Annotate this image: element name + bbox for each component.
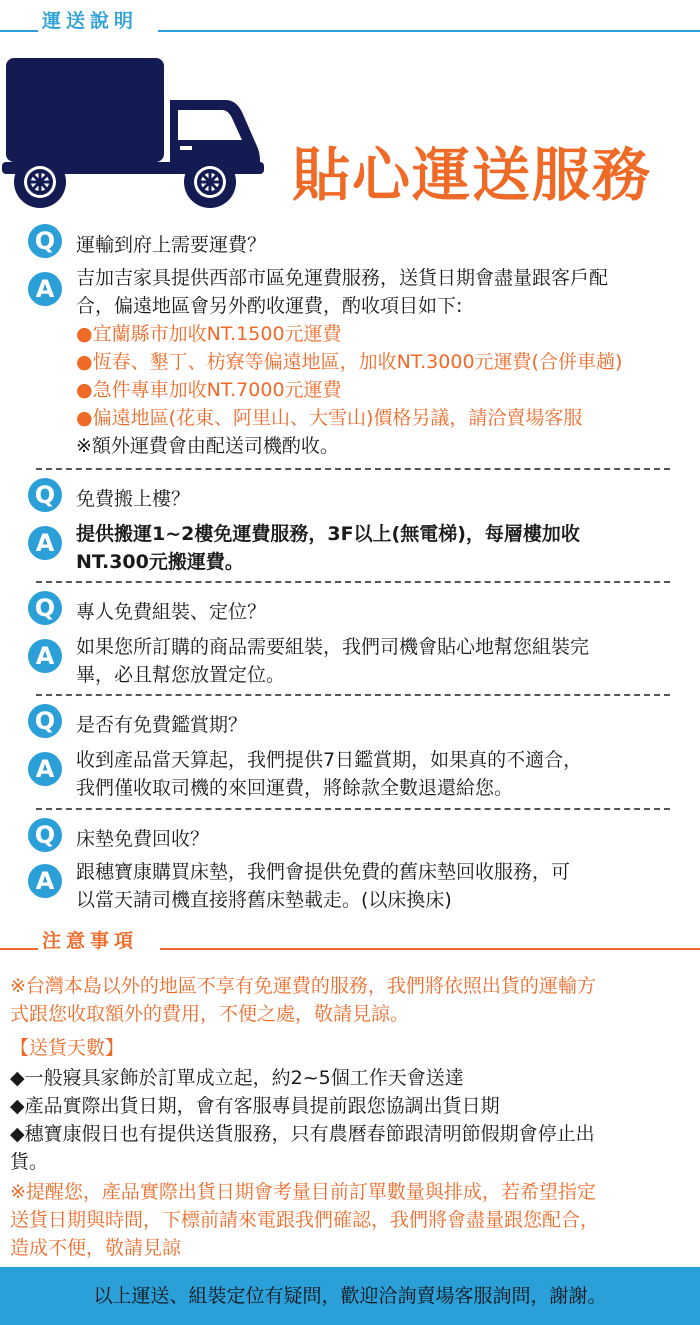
reminder-line: ※提醒您，產品實際出貨日期會考量目前訂單數量與排成，若希望指定: [10, 1181, 596, 1203]
fee-bullet: ●恆春、墾丁、枋寮等偏遠地區，加收NT.3000元運費(合併車趟): [76, 351, 623, 373]
header-rule-right: [158, 30, 700, 32]
answer-line: 提供搬運1~2樓免運費服務，3F以上(無電梯)，每層樓加收: [76, 523, 580, 545]
reminder-block: [10, 1178, 695, 1262]
dashed-divider: [36, 581, 670, 583]
answer-line: 收到產品當天算起，我們提供7日鑑賞期，如果真的不適合，: [76, 749, 583, 771]
question-badge-icon: Q: [28, 818, 62, 852]
answer-badge-icon: A: [28, 864, 62, 898]
extra-fee-note: ※額外運費會由配送司機酌收。: [76, 435, 339, 457]
notice-section-title: 注意事項: [42, 930, 139, 952]
answer-badge-icon: A: [28, 752, 62, 786]
delivery-line: ◆產品實際出貨日期，會有客服專員提前跟您協調出貨日期: [10, 1095, 500, 1117]
answer-line: 如果您所訂購的商品需要組裝，我們司機會貼心地幫您組裝完: [76, 636, 590, 658]
delivery-days-list: [10, 1064, 695, 1176]
question-badge-icon: Q: [28, 224, 62, 258]
question-text: 是否有免費鑑賞期？: [76, 714, 248, 736]
question-text: 床墊免費回收？: [76, 828, 210, 850]
answer-line: 合，偏遠地區會另外酌收運費，酌收項目如下:: [76, 295, 463, 317]
shipping-section-title: 運送說明: [42, 10, 139, 32]
delivery-line: ◆一般寢具家飾於訂單成立起，約2~5個工作天會送達: [10, 1067, 464, 1089]
fee-bullet: ●宜蘭縣市加收NT.1500元運費: [76, 323, 342, 345]
answer-line: 跟穗寶康購買床墊，我們會提供免費的舊床墊回收服務，可: [76, 861, 571, 883]
answer-text: [76, 520, 686, 576]
notice-section-header: [0, 918, 700, 958]
question-badge-icon: Q: [28, 591, 62, 625]
answer-text: [76, 264, 686, 460]
delivery-truck-icon: [0, 52, 270, 212]
answer-badge-icon: A: [28, 526, 62, 560]
question-text: 免費搬上樓？: [76, 488, 191, 510]
delivery-line: ◆穗寶康假日也有提供送貨服務，只有農曆春節跟清明節假期會停止出: [10, 1123, 595, 1145]
answer-text: [76, 858, 686, 914]
fee-bullet: ●偏遠地區(花東、阿里山、大雪山)價格另議，請洽賣場客服: [76, 407, 583, 429]
shipping-section-header: [0, 0, 700, 40]
notice-line: ※台灣本島以外的地區不享有免運費的服務，我們將依照出貨的運輸方: [10, 975, 596, 997]
reminder-line: 造成不便，敬請見諒: [10, 1237, 182, 1259]
hero-title: 貼心運送服務: [292, 141, 653, 209]
delivery-line: 貨。: [10, 1151, 49, 1173]
answer-line: 我們僅收取司機的來回運費，將餘款全數退還給您。: [76, 777, 514, 799]
dashed-divider: [36, 468, 670, 470]
answer-line: 以當天請司機直接將舊床墊載走。(以床換床): [76, 889, 452, 911]
footer-banner: 以上運送、組裝定位有疑問，歡迎洽詢賣場客服詢問，謝謝。: [0, 1267, 700, 1325]
dashed-divider: [36, 694, 670, 696]
question-text: 專人免費組裝、定位？: [76, 601, 267, 623]
question-text: 運輸到府上需要運費？: [76, 234, 267, 256]
header-rule-right: [160, 948, 700, 950]
answer-line: 吉加吉家具提供西部市區免運費服務，送貨日期會盡量跟客戶配: [76, 267, 609, 289]
answer-badge-icon: A: [28, 272, 62, 306]
answer-text: [76, 633, 686, 689]
notice-warning: [10, 972, 695, 1028]
answer-line: NT.300元搬運費。: [76, 551, 244, 573]
answer-badge-icon: A: [28, 639, 62, 673]
header-rule-left: [0, 30, 38, 32]
question-badge-icon: Q: [28, 704, 62, 738]
dashed-divider: [36, 808, 670, 810]
question-badge-icon: Q: [28, 478, 62, 512]
answer-text: [76, 746, 686, 802]
fee-bullet: ●急件專車加收NT.7000元運費: [76, 379, 342, 401]
header-rule-left: [0, 948, 38, 950]
reminder-line: 送貨日期與時間，下標前請來電跟我們確認，我們將會盡量跟您配合，: [10, 1209, 600, 1231]
notice-line: 式跟您收取額外的費用，不便之處，敬請見諒。: [10, 1003, 410, 1025]
answer-line: 畢，必且幫您放置定位。: [76, 664, 286, 686]
delivery-days-title: 【送貨天數】: [10, 1037, 125, 1059]
